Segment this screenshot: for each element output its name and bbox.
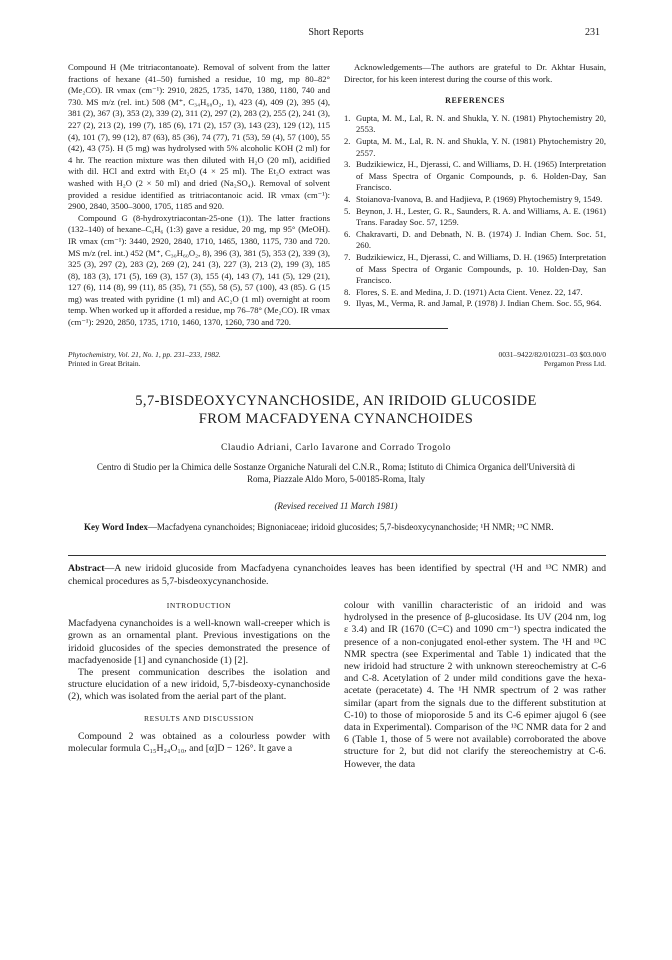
authors: Claudio Adriani, Carlo Iavarone and Corrado Trogolo: [221, 443, 451, 453]
abstract: Abstract—A new iridoid glucoside from Macfadyena cynanchoides leaves has been identified by spectral (¹H and ¹³C NMR) and chemical procedures as 5,7-bisdeoxycynanchoside.: [68, 563, 606, 587]
previous-article-experimental: [68, 62, 330, 329]
compound-h-paragraph: Compound H (Me tritriacontanoate). Removal of solvent from the latter fractions of hexane (41–50) furnished a residue, 10 mg, mp 80–82° (Me₂CO). IR νmax (cm⁻¹): 2910, 2825, 1735, 1470, 1380, 1180, 740 and 730. MS m/z (rel. int.) 508 (M⁺, C₃₄H₆₈O₂, 1), 423 (4), 409 (2), 395 (4), 381 (2), 367 (3), 353 (2), 339 (2), 311 (2), 297 (2), 283 (2), 255 (2), 241 (3), 227 (2), 213 (2), 199 (7), 185 (6), 171 (2), 157 (3), 143 (23), 129 (12), 115 (4), 101 (7), 99 (12), 87 (63), 85 (36), 74 (77), 71 (53), 59 (4), 57 (100), 55 (42), 43 (75). H (5 mg) was hydrolysed with 5% alcoholic KOH (2 ml) for 4 hr. The reaction mixture was then diluted with H₂O (20 ml), acidified with dil. HCl and extrd with Et₂O (4 × 25 ml). The Et₂O extract was washed with H₂O (2 × 50 ml) and dried (Na₂SO₄). Removal of solvent provided a residue identified as tritriacontanoic acid. IR νmax (cm⁻¹): 2900, 2840, 3500–3000, 1705, 1185 and 920.: [68, 62, 330, 212]
acknowledgements: Acknowledgements—The authors are grateful to Dr. Akhtar Husain, Director, for his keen interest during the course of this work.: [344, 62, 606, 84]
reference-item: 5. Beynon, J. H., Lester, G. R., Saunders, R. A. and Williams, A. E. (1961) Trans. Faraday Soc. 57, 1259.: [344, 205, 606, 228]
abstract-divider: [68, 555, 606, 556]
body-left-column: [68, 600, 330, 755]
intro-paragraph-1: Macfadyena cynanchoides is a well-known wall-creeper which is grown as an ornamental plant. Previous investigations on the iridoid glucosides of the species demonstrated the presence of macfadyenoside [1] and cynanchoside (1) [2].: [68, 618, 330, 666]
reference-item: 6. Chakravarti, D. and Debnath, N. B. (1974) J. Indian Chem. Soc. 51, 260.: [344, 228, 606, 251]
reference-item: 8. Flores, S. E. and Medina, J. D. (1971) Acta Cient. Venez. 22, 147.: [344, 286, 583, 297]
running-title: Short Reports: [308, 27, 364, 38]
results-heading: RESULTS AND DISCUSSION: [144, 713, 254, 723]
results-paragraph-1: Compound 2 was obtained as a colourless powder with molecular formula C₁₅H₂₄O₁₀, and [α]D − 126°. It gave a: [68, 730, 330, 755]
references-list: [344, 113, 606, 310]
keywords: Key Word Index—Macfadyena cynanchoides; Bignoniaceae; iridoid glucosides; 5,7-bisdeoxycynanchoside; ¹H NMR; ¹³C NMR.: [84, 522, 554, 532]
body-right-column: [344, 600, 606, 771]
reference-item: 3. Budzikiewicz, H., Djerassi, C. and Williams, D. H. (1965) Interpretation of Mass Spectra of Organic Compounds, p. 6. Holden-Day, San Francisco.: [344, 159, 606, 193]
section-divider: [226, 328, 448, 329]
reference-item: 2. Gupta, M. M., Lal, R. N. and Shukla, Y. N. (1981) Phytochemistry 20, 2557.: [344, 135, 606, 158]
introduction-heading: INTRODUCTION: [166, 601, 232, 610]
publisher-code: 0031–9422/82/010231–03 $03.00/0 Pergamon Press Ltd.: [498, 350, 606, 368]
intro-paragraph-2: The present communication describes the isolation and structure elucidation of a new iridoid, 5,7-bisdeoxy-cynanchoside (2), which was isolated from the aerial part of the plant.: [68, 667, 330, 703]
reference-item: 7. Budzikiewicz, H., Djerassi, C. and Williams, D. H. (1965) Interpretation of Mass Spectra of Organic Compounds, p. 10. Holden-Day, San Francisco.: [344, 251, 606, 286]
article-title: 5,7-BISDEOXYCYNANCHOSIDE, AN IRIDOID GLUCOSIDE FROM MACFADYENA CYNANCHOIDES: [135, 393, 537, 427]
previous-article-end: [344, 62, 606, 310]
results-paragraph-continued: colour with vanillin characteristic of an iridoid and was hydrolysed in the presence of β-glucosidase. Its UV (204 nm, log ε 3.4) and IR (1670 (C=C) and 1090 cm⁻¹) spectra indicated the presence of a non-conjugated enol-ether system. The ¹H and ¹³C NMR spectra (see Experimental and Table 1) indicated that the new iridoid had structure 2 with unknown stereochemistry at C-6 and C-8. Acetylation of 2 under mild conditions gave the hexa-acetate (peracetate) 4. The ¹H NMR spectrum of 2 was rather similar (apart from the signals due to the different substitution at C-10) to those of mioporoside 5 and its C-6 epimer ajugol 6 (see data in Experimental). Comparison of the ¹³C NMR data for 2 and 6 (Table 1, those of 5 were not available) corroborated the above structure for 2, but did not clarify the stereochemistry at C-6. However, the data: [344, 600, 606, 770]
reference-item: 4. Stoianova-Ivanova, B. and Hadjieva, P. (1969) Phytochemistry 9, 1549.: [344, 193, 603, 204]
reference-item: 1. Gupta, M. M., Lal, R. N. and Shukla, Y. N. (1981) Phytochemistry 20, 2553.: [344, 112, 606, 135]
references-heading: REFERENCES: [445, 96, 505, 106]
reference-item: 9. Ilyas, M., Verma, R. and Jamal, P. (1978) J. Indian Chem. Soc. 55, 964.: [344, 298, 602, 309]
revised-date: (Revised received 11 March 1981): [274, 501, 398, 511]
journal-citation: Phytochemistry, Vol. 21, No. 1, pp. 231–233, 1982. Printed in Great Britain.: [68, 350, 221, 368]
affiliation: Centro di Studio per la Chimica delle Sostanze Organiche Naturali del C.N.R., Roma; Istituto di Chimica Organica dell'Università di Roma, Piazzale Aldo Moro, 5-00185-Roma, Italy: [96, 462, 576, 484]
compound-g-paragraph: Compound G (8-hydroxytriacontan-25-one (1)). The latter fractions (132–140) of hexane–C₆H₆ (1:3) gave a residue, 20 mg, mp 95° (MeOH). IR νmax (cm⁻¹): 3440, 2920, 2840, 1710, 1465, 1380, 1175, 730 and 720. MS m/z (rel. int.) 452 (M⁺, C₃₀H₆₀O₂, 8), 396 (3), 381 (5), 353 (2), 339 (3), 325 (3), 297 (2), 283 (2), 269 (2), 241 (3), 227 (3), 213 (2), 199 (3), 185 (8), 183 (3), 171 (5), 169 (3), 157 (3), 155 (4), 143 (7), 141 (5), 129 (21), 127 (6), 114 (8), 99 (11), 85 (35), 71 (55), 58 (5), 57 (100), 43 (85). G (15 mg) was treated with pyridine (1 ml) and AC₂O (1 ml) overnight at room temp. When worked up it afforded a residue, mp 76–78° (Me₂CO). IR νmax (cm⁻¹): 2920, 2850, 1735, 1710, 1460, 1370, 1260, 730 and 720.: [68, 212, 330, 328]
page-number: 231: [585, 27, 600, 38]
